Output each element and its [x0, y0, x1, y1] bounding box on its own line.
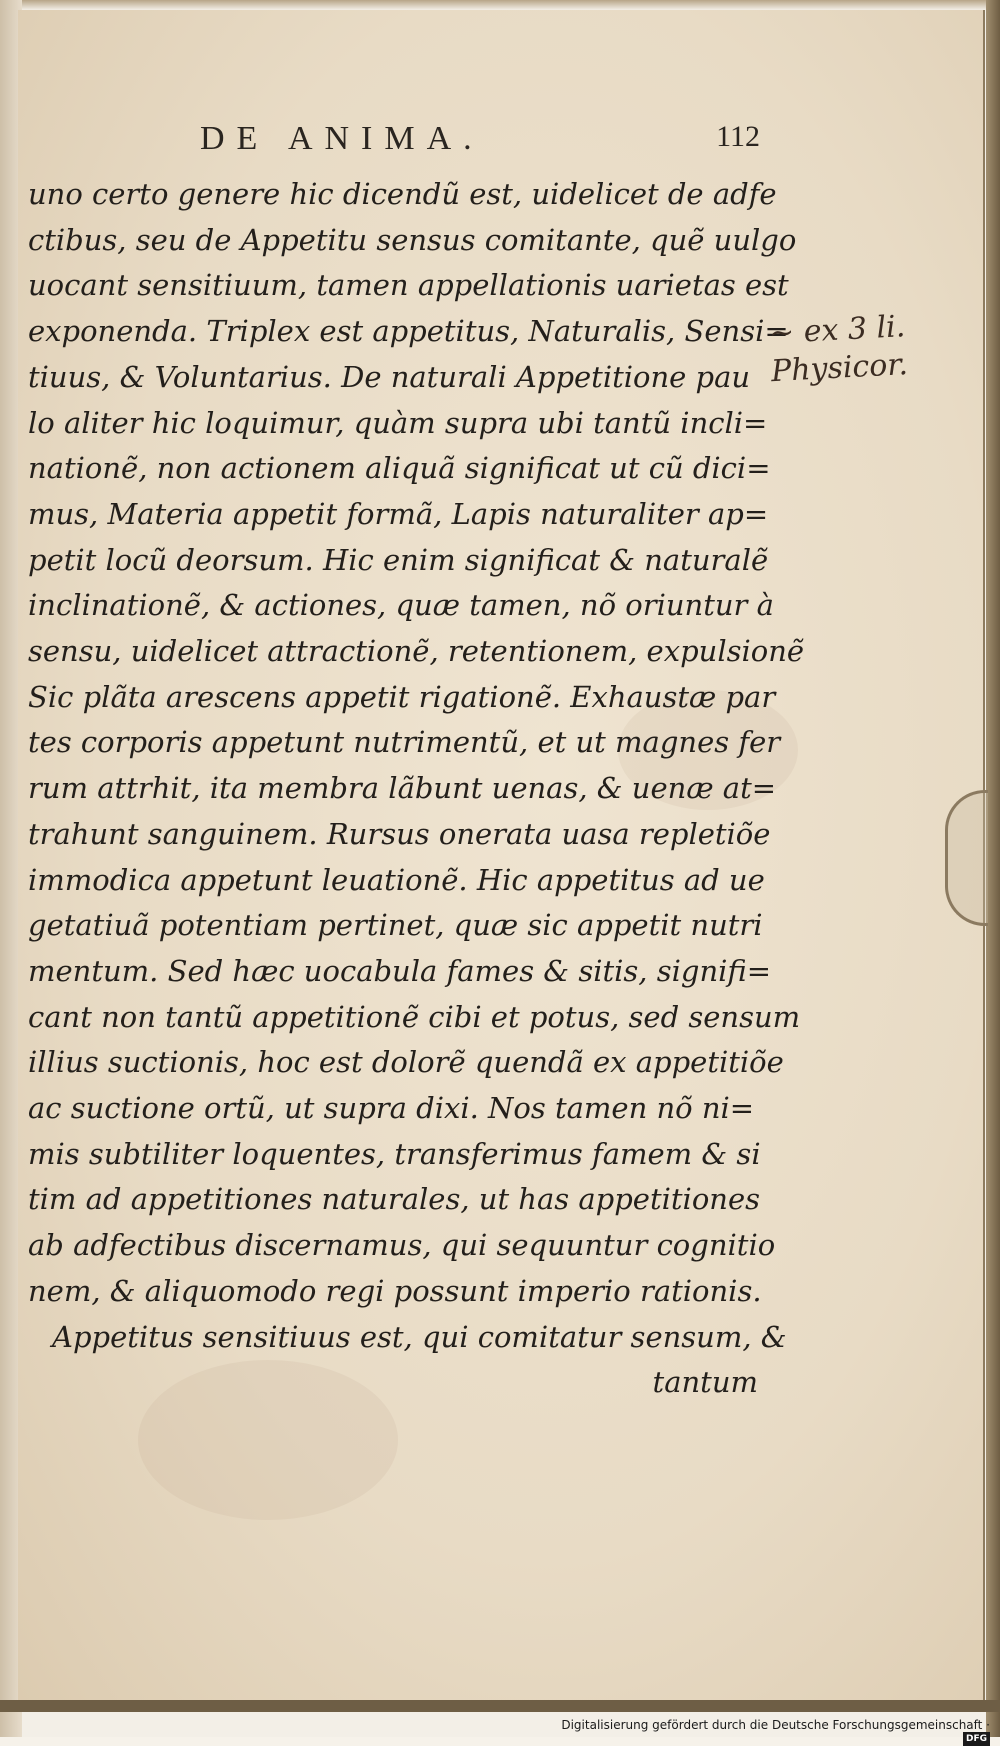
text-line: immodica appetunt leuationẽ. Hic appetitus ad ue — [28, 862, 765, 897]
text-line: tes corporis appetunt nutrimentũ, et ut magnes fer — [28, 725, 781, 760]
page-header — [200, 120, 760, 160]
text-line: nationẽ, non actionem aliquã significat ut cũ dici= — [28, 451, 771, 486]
text-line: inclinationẽ, & actiones, quæ tamen, nõ oriuntur à — [28, 588, 774, 623]
top-edge — [0, 0, 1000, 10]
body-text — [28, 172, 805, 1406]
digitization-credit — [560, 1717, 990, 1744]
right-edge — [986, 0, 1000, 1737]
text-line: Appetitus sensitiuus est, qui comitatur sensum, & — [52, 1319, 787, 1354]
bottom-edge — [0, 1700, 1000, 1712]
text-line: uno certo genere hic dicendũ est, uidelicet de adfe — [28, 177, 777, 211]
text-line: tiuus, & Voluntarius. De naturali Appetitione pau — [28, 359, 751, 394]
marginal-note-line: ~ ex 3 li. — [768, 309, 907, 352]
handwritten-marginal-note — [768, 305, 972, 391]
clasp-mark — [945, 790, 988, 926]
marginal-note-line: Physicor. — [770, 347, 909, 390]
text-line: trahunt sanguinem. Rursus onerata uasa repletiõe — [28, 816, 771, 851]
text-line: tim ad appetitiones naturales, ut has appetitiones — [28, 1182, 760, 1217]
catchword: tantum — [652, 1365, 758, 1400]
text-line: cant non tantũ appetitionẽ cibi et potus, sed sensum — [28, 999, 801, 1034]
running-title: DE ANIMA. — [200, 120, 484, 157]
text-line: nem, & aliquomodo regi possunt imperio rationis. — [28, 1273, 762, 1308]
text-line: exponenda. Triplex est appetitus, Naturalis, Sensi= — [28, 314, 789, 349]
text-line: lo aliter hic loquimur, quàm supra ubi tantũ incli= — [28, 405, 768, 440]
text-line: rum attrhit, ita membra lãbunt uenas, & uenæ at= — [28, 771, 777, 806]
credit-text: Digitalisierung gefördert durch die Deutsche Forschungsgemeinschaft · — [561, 1717, 990, 1732]
page-number: 112 — [716, 120, 760, 153]
text-line: Sic plãta arescens appetit rigationẽ. Exhaustæ par — [28, 679, 776, 714]
text-line: sensu, uidelicet attractionẽ, retentionem, expulsionẽ — [28, 634, 805, 669]
text-line: mis subtiliter loquentes, transferimus famem & si — [28, 1136, 761, 1171]
text-line: petit locũ deorsum. Hic enim significat & naturalẽ — [28, 542, 769, 577]
text-line: ctibus, seu de Appetitu sensus comitante, quẽ uulgo — [28, 222, 797, 257]
dfg-logo: DFG — [963, 1732, 990, 1746]
text-line: uocant sensitiuum, tamen appellationis uarietas est — [28, 268, 789, 303]
text-line: getatiuã potentiam pertinet, quæ sic appetit nutri — [28, 908, 763, 943]
text-line: mentum. Sed hæc uocabula fames & sitis, signifi= — [28, 953, 772, 988]
text-line: mus, Materia appetit formã, Lapis naturaliter ap= — [28, 496, 769, 531]
text-line: ab adfectibus discernamus, qui sequuntur cognitio — [28, 1228, 776, 1263]
text-line: ac suctione ortũ, ut supra dixi. Nos tamen nõ ni= — [28, 1091, 755, 1126]
text-line: illius suctionis, hoc est dolorẽ quendã ex appetitiõe — [28, 1045, 784, 1080]
